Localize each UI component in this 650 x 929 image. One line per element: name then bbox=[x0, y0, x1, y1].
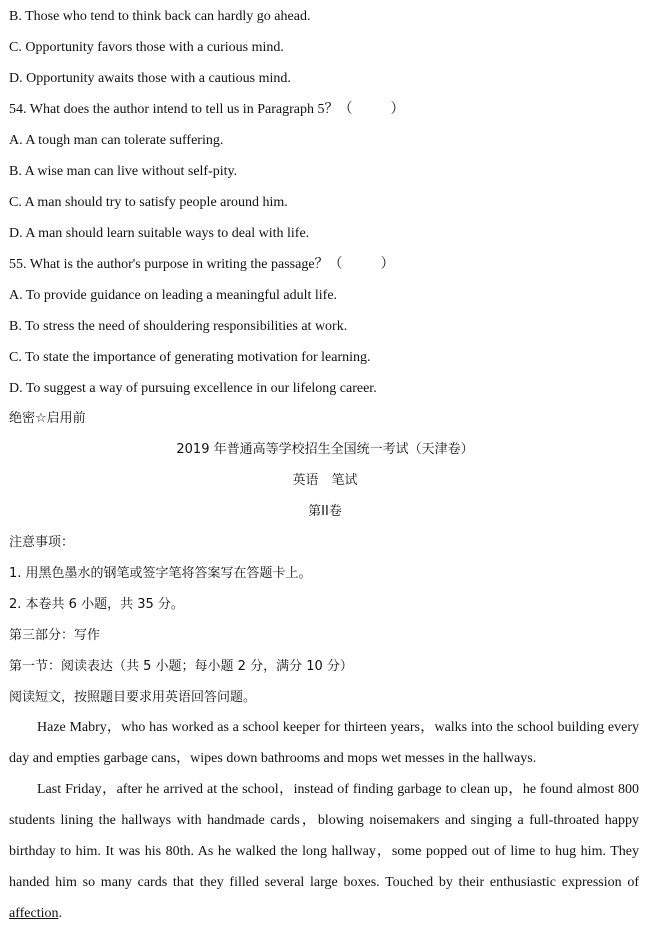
q54-stem-close: ） bbox=[390, 102, 405, 117]
section-sub: 第一节：阅读表达（共 5 小题；每小题 2 分，满分 10 分） bbox=[9, 659, 353, 674]
passage-paragraph-2 bbox=[9, 774, 639, 929]
secret-label: 绝密☆启用前 bbox=[9, 411, 86, 426]
section-instruction: 阅读短文，按照题目要求用英语回答问题。 bbox=[9, 690, 257, 705]
q55-option-d: D. To suggest a way of pursuing excellence in our lifelong career. bbox=[9, 381, 377, 396]
q54-option-b: B. A wise man can live without self-pity. bbox=[9, 164, 238, 179]
passage-paragraph-2-end: . bbox=[58, 906, 62, 921]
q54-option-c: C. A man should try to satisfy people around him. bbox=[9, 195, 288, 210]
q54-stem bbox=[9, 101, 404, 119]
q55-stem-text: 55. What is the author's purpose in writing the passage？（ bbox=[9, 257, 343, 272]
section-part: 第三部分：写作 bbox=[9, 628, 101, 643]
q54-option-d: D. A man should learn suitable ways to deal with life. bbox=[9, 226, 310, 241]
q55-option-c: C. To state the importance of generating motivation for learning. bbox=[9, 350, 371, 365]
underlined-word-affection: affection bbox=[9, 906, 59, 921]
q55-stem-close: ） bbox=[380, 257, 395, 272]
note-1: 1. 用黑色墨水的钢笔或签字笔将答案写在答题卡上。 bbox=[9, 566, 312, 581]
exam-volume: 第II卷 bbox=[308, 504, 342, 519]
q55-stem bbox=[9, 256, 395, 274]
passage-paragraph-1: Haze Mabry，who has worked as a school keeper for thirteen years，walks into the school building every day and empties garbage cans，wipes down bathrooms and mops wet messes in the hallways. bbox=[9, 720, 639, 766]
q53-option-c: C. Opportunity favors those with a curious mind. bbox=[9, 40, 284, 55]
q54-stem-text: 54. What does the author intend to tell us in Paragraph 5？（ bbox=[9, 102, 353, 117]
notes-heading: 注意事项： bbox=[9, 535, 75, 550]
q55-option-b: B. To stress the need of shouldering responsibilities at work. bbox=[9, 319, 348, 334]
exam-subject: 英语 笔试 bbox=[292, 473, 358, 488]
exam-title: 2019 年普通高等学校招生全国统一考试（天津卷） bbox=[176, 442, 474, 457]
q53-option-b: B. Those who tend to think back can hardly go ahead. bbox=[9, 9, 311, 24]
q53-option-d: D. Opportunity awaits those with a cautious mind. bbox=[9, 71, 291, 86]
passage-paragraph-2-text: Last Friday，after he arrived at the school，instead of finding garbage to clean up，he found almost 800 students lining the hallways with handmade cards，blowing noisemakers and singing a full-throated happy birthday to him. It was his 80th. As he walked the long hallway，some popped out of lime to hug him. They handed him so many cards that they filled several large boxes. Touched by their enthusiastic expression of bbox=[9, 782, 639, 890]
q54-option-a: A. A tough man can tolerate suffering. bbox=[9, 133, 224, 148]
q55-option-a: A. To provide guidance on leading a meaningful adult life. bbox=[9, 288, 338, 303]
note-2: 2. 本卷共 6 小题，共 35 分。 bbox=[9, 597, 184, 612]
